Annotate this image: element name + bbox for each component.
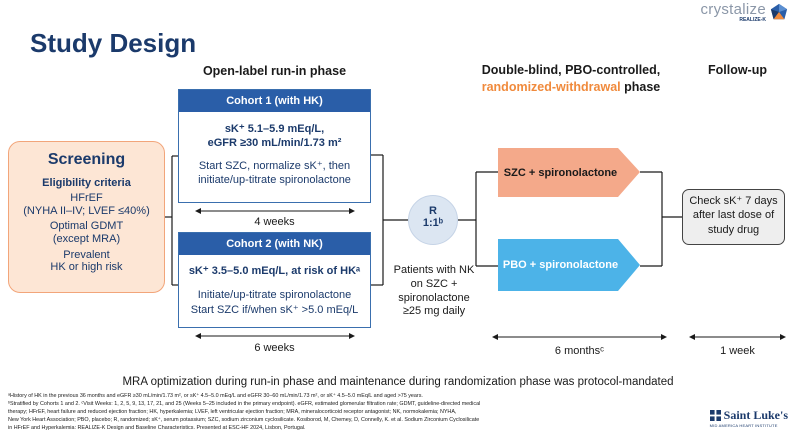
pbo-arm-label: PBO + spironolactone	[502, 259, 619, 271]
saint-lukes-logo	[710, 408, 788, 428]
followup-duration: 1 week	[720, 345, 755, 357]
screening-line: HK or high risk	[50, 261, 123, 274]
page-title: Study Design	[30, 28, 197, 58]
eligibility-subtitle: Eligibility criteria	[42, 177, 131, 189]
nk-note-line: ≥25 mg daily	[402, 305, 466, 318]
screening-line: HFrEF	[70, 192, 103, 204]
cohort2-action1: Initiate/up-titrate spironolactone	[197, 289, 352, 302]
randomization-letter: R	[429, 205, 437, 217]
nk-note-line: on SZC +	[410, 277, 458, 290]
screening-title: Screening	[47, 151, 126, 168]
randomized-heading-line3: phase	[620, 79, 661, 94]
screening-line: Optimal GDMT	[49, 220, 124, 233]
mra-note: MRA optimization during run-in phase and maintenance during randomization phase was protocol-mandated	[122, 376, 674, 388]
footnote: ᵇStratified by Cohorts 1 and 2. ᶜVisit Weeks: 1, 2, 5, 9, 13, 17, 21, and 25 (Weeks 5–25 included in the primary endpoint). eGFR, estimated glomerular filtration rate; GDMT, guideline-directed medical	[8, 401, 481, 407]
cohort2-action2: Start SZC if/when sK⁺ >5.0 mEq/L	[190, 303, 359, 316]
followup-heading: Follow-up	[707, 63, 767, 77]
followup-line: Check sK⁺ 7 days	[689, 195, 778, 207]
randomized-heading-highlight: randomized-withdrawal	[481, 79, 621, 94]
nk-note-line: Patients with NK	[393, 264, 475, 276]
szc-arm-label: SZC + spironolactone	[503, 166, 618, 179]
nk-note-line: spironolactone	[398, 291, 470, 304]
screening-box	[8, 141, 165, 293]
institution-sub: MID AMERICA HEART INSTITUTE	[709, 423, 778, 428]
followup-box	[682, 189, 785, 245]
screening-line: (except MRA)	[52, 232, 121, 245]
cohort2-duration: 6 weeks	[254, 342, 295, 354]
footnote: in HFrEF and Hyperkalemia: REALIZE-K Design and Baseline Characteristics. Presented at ESC-HF 2024, Lisbon, Portugal.	[8, 425, 306, 431]
followup-line: study drug	[707, 223, 760, 236]
cohort1-duration: 4 weeks	[254, 216, 295, 228]
cohort1-criteria1: sK⁺ 5.1–5.9 mEq/L,	[224, 123, 325, 135]
logo-sub: REALIZE-K	[739, 17, 766, 23]
randomization-ratio: 1:1ᵇ	[422, 217, 444, 229]
cohort1-header: Cohort 1 (with HK)	[179, 90, 370, 112]
screening-line: Prevalent	[63, 248, 110, 261]
cohort1-criteria2: eGFR ≥30 mL/min/1.73 m²	[207, 137, 342, 150]
footnote: ᵃHistory of HK in the previous 36 months and eGFR ≥30 mL/min/1.73 m², or sK⁺ 4.5–5.0 mEq/L and eGFR 30–60 mL/min/1.73 m², or sK⁺ 4.5–5.0 mEq/L and aged >75 years.	[8, 393, 423, 399]
randomized-heading-line1: Double-blind, PBO-controlled,	[481, 63, 661, 77]
institution-name: Saint Luke's	[723, 408, 788, 422]
footnote: New York Heart Association; PBO, placebo; R, randomized; sK⁺, serum potassium; SZC, sodium zirconium cyclosilicate. Kosiborod, M, Chemey, D, Connelly, K. et al. Sodium Zirconium Cyclosilicate	[8, 417, 480, 423]
logo-brand: crystalize	[700, 1, 766, 18]
footnote: therapy; HFrEF, heart failure and reduced ejection fraction; HK, hyperkalemia; LVEF, left ventricular ejection fraction; MRA, mineralocorticoid receptor antagonist; NK, normokalemia; NYHA,	[8, 409, 457, 415]
cohort1-box	[178, 89, 371, 203]
screening-line: (NYHA II–IV; LVEF ≤40%)	[23, 204, 150, 217]
cohort1-action1: Start SZC, normalize sK⁺, then	[198, 159, 351, 172]
nk-note	[392, 264, 476, 319]
randomization-circle	[408, 195, 458, 245]
cohort1-action2: initiate/up-titrate spironolactone	[198, 173, 351, 186]
cohort2-box	[178, 232, 371, 328]
cohort2-criteria: sK⁺ 3.5–5.0 mEq/L, at risk of HKᵃ	[188, 265, 361, 277]
run-in-phase-heading: Open-label run-in phase	[202, 64, 347, 78]
randomized-duration: 6 monthsᶜ	[554, 345, 605, 357]
cross-icon	[710, 410, 721, 421]
followup-line: after last dose of	[692, 209, 775, 222]
cohort2-header: Cohort 2 (with NK)	[179, 233, 370, 255]
